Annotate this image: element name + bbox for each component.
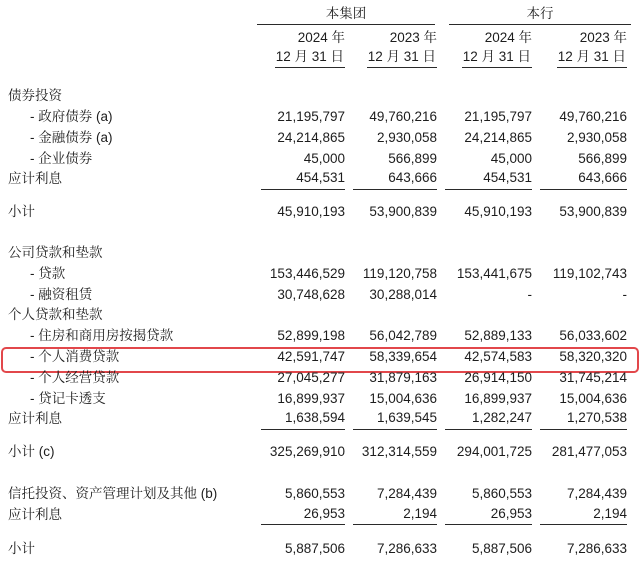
cell-value: 5,860,553 (284, 486, 345, 502)
cell-value: 1,639,545 (353, 410, 437, 430)
row-label: 公司贷款和垫款 (8, 245, 103, 261)
row-label: 信托投资、资产管理计划及其他 (b) (8, 486, 218, 502)
table-row-subtotal-loans (8, 442, 627, 463)
cell-value: 281,477,053 (551, 444, 627, 460)
date-header: 12 月 31 日 (253, 49, 345, 68)
group-header-bank: 本行 (449, 6, 631, 25)
table-row-section-bond-investments (8, 86, 627, 107)
cell-value: 21,195,797 (277, 109, 345, 125)
table-row-mortgage-loans (8, 326, 627, 347)
cell-value: 2,930,058 (566, 129, 627, 145)
cell-value: - (622, 286, 627, 302)
cell-value: 16,899,937 (277, 390, 345, 406)
cell-value: - (527, 286, 532, 302)
cell-value: 53,900,839 (559, 204, 627, 220)
cell-value: 52,899,198 (277, 328, 345, 344)
cell-value: 1,282,247 (445, 410, 532, 430)
table-row-government-bonds (8, 107, 627, 128)
table-row-credit-card-overdraft (8, 388, 627, 409)
cell-value: 56,042,789 (369, 328, 437, 344)
cell-value: 566,899 (388, 150, 437, 166)
cell-value: 31,879,163 (369, 369, 437, 385)
year-header: 2024 年 (484, 30, 532, 46)
cell-value: 58,339,654 (369, 349, 437, 365)
cell-value: 119,102,743 (552, 265, 627, 281)
cell-value: 7,284,439 (376, 486, 437, 502)
cell-value: 5,887,506 (471, 540, 532, 556)
cell-value: 643,666 (540, 170, 627, 190)
cell-value: 2,194 (353, 506, 437, 526)
cell-value: 56,033,602 (559, 328, 627, 344)
cell-value: 45,000 (490, 150, 532, 166)
cell-value: 5,860,553 (471, 486, 532, 502)
cell-value: 53,900,839 (369, 204, 437, 220)
cell-value: 643,666 (353, 170, 437, 190)
row-label: - 融资租赁 (30, 286, 93, 302)
table-row-personal-business-loans (8, 368, 627, 389)
cell-value: 30,748,628 (277, 286, 345, 302)
cell-value: 26,953 (261, 506, 345, 526)
row-label: - 企业债券 (30, 150, 93, 166)
cell-value: 49,760,216 (559, 109, 627, 125)
table-row-accrued-interest (8, 409, 627, 430)
cell-value: 5,887,506 (284, 540, 345, 556)
date-header: 12 月 31 日 (532, 49, 627, 68)
table-row-finance-lease (8, 284, 627, 305)
cell-value: 2,194 (540, 506, 627, 526)
cell-value: 7,286,633 (376, 540, 437, 556)
cell-value: 45,910,193 (277, 204, 345, 220)
cell-value: 2,930,058 (376, 129, 437, 145)
row-label: 应计利息 (8, 411, 62, 427)
cell-value: 42,591,747 (277, 349, 345, 365)
row-label: - 贷款 (30, 265, 66, 281)
year-header: 2024 年 (297, 30, 345, 46)
cell-value: 454,531 (445, 170, 532, 190)
row-label: 债券投资 (8, 88, 62, 104)
cell-value: 153,441,675 (456, 265, 532, 281)
cell-value: 1,270,538 (540, 410, 627, 430)
cell-value: 16,899,937 (464, 390, 532, 406)
cell-value: 31,745,214 (559, 369, 627, 385)
table-row-loans (8, 264, 627, 285)
cell-value: 26,953 (445, 506, 532, 526)
date-header: 12 月 31 日 (437, 49, 532, 68)
table-row-personal-consumption-loans (8, 347, 627, 368)
row-label: 应计利息 (8, 506, 62, 522)
cell-value: 153,446,529 (269, 265, 345, 281)
cell-value: 30,288,014 (369, 286, 437, 302)
table-row-corporate-bonds (8, 148, 627, 169)
cell-value: 454,531 (261, 170, 345, 190)
table-row-subtotal-bonds (8, 202, 627, 223)
table-row-section-corporate-loans (8, 243, 627, 264)
cell-value: 49,760,216 (369, 109, 437, 125)
row-label: 应计利息 (8, 171, 62, 187)
date-header: 12 月 31 日 (345, 49, 437, 68)
row-label: 小计 (8, 540, 35, 556)
table-row-accrued-interest (8, 505, 627, 526)
year-header: 2023 年 (579, 30, 627, 46)
cell-value: 566,899 (578, 150, 627, 166)
row-label: 个人贷款和垫款 (8, 307, 103, 323)
year-header: 2023 年 (389, 30, 437, 46)
table-header (8, 3, 627, 68)
cell-value: 24,214,865 (277, 129, 345, 145)
cell-value: 7,284,439 (566, 486, 627, 502)
table-row-trust-investments (8, 484, 627, 505)
cell-value: 52,889,133 (464, 328, 532, 344)
cell-value: 7,286,633 (566, 540, 627, 556)
cell-value: 15,004,636 (559, 390, 627, 406)
row-label: - 个人消费贷款 (30, 349, 120, 365)
row-label: - 住房和商用房按揭贷款 (30, 328, 174, 344)
row-label: - 政府债券 (a) (30, 109, 113, 125)
row-label: - 个人经营贷款 (30, 369, 120, 385)
cell-value: 325,269,910 (269, 444, 345, 460)
row-label: 小计 (8, 204, 35, 220)
table-row-section-personal-loans (8, 305, 627, 326)
cell-value: 58,320,320 (559, 349, 627, 365)
table-row-accrued-interest (8, 169, 627, 190)
cell-value: 1,638,594 (261, 410, 345, 430)
cell-value: 45,000 (303, 150, 345, 166)
cell-value: 26,914,150 (464, 369, 532, 385)
cell-value: 45,910,193 (464, 204, 532, 220)
cell-value: 294,001,725 (456, 444, 532, 460)
cell-value: 24,214,865 (464, 129, 532, 145)
cell-value: 21,195,797 (464, 109, 532, 125)
cell-value: 42,574,583 (464, 349, 532, 365)
row-label: - 贷记卡透支 (30, 390, 106, 406)
cell-value: 27,045,277 (277, 369, 345, 385)
cell-value: 15,004,636 (369, 390, 437, 406)
table-row-financial-bonds (8, 128, 627, 149)
group-header-group: 本集团 (257, 6, 435, 25)
table-row-subtotal-trust (8, 538, 627, 559)
cell-value: 312,314,559 (361, 444, 437, 460)
row-label: 小计 (c) (8, 444, 55, 460)
cell-value: 119,120,758 (362, 265, 437, 281)
row-label: - 金融债券 (a) (30, 129, 113, 145)
